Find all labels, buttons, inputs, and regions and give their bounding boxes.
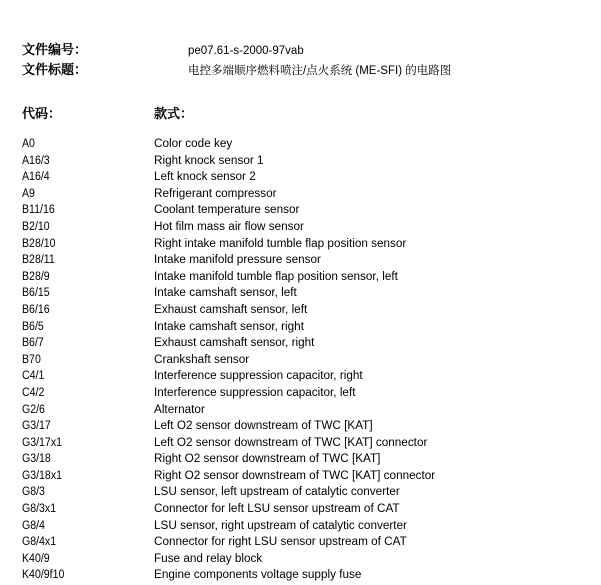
component-code: G3/17x1 [22, 436, 63, 449]
component-description: Right intake manifold tumble flap position sensor [154, 237, 407, 250]
table-row [0, 368, 601, 385]
table-row [0, 402, 601, 419]
table-row [0, 186, 601, 203]
component-description: Intake camshaft sensor, right [154, 320, 304, 333]
component-description: Right O2 sensor downstream of TWC [KAT] connector [154, 469, 436, 482]
component-code: A16/3 [22, 154, 50, 167]
table-row [0, 435, 601, 452]
component-description: LSU sensor, right upstream of catalytic converter [154, 519, 407, 532]
doc-number-label: 文件编号： [22, 43, 88, 58]
component-code: A0 [22, 138, 35, 150]
component-code: B2/10 [22, 220, 50, 233]
table-row [0, 335, 601, 352]
table-row [0, 451, 601, 468]
component-code: B6/16 [22, 303, 50, 316]
component-description: Refrigerant compressor [154, 187, 277, 200]
doc-title-value: 电控多端顺序燃料喷注/点火系统 (ME-SFI) 的电路图 [188, 65, 452, 77]
component-code: C4/1 [22, 370, 45, 383]
component-code: C4/2 [22, 386, 45, 399]
component-description: Color code key [154, 138, 233, 150]
component-description: Coolant temperature sensor [154, 204, 300, 217]
table-row [0, 501, 601, 518]
component-code: B6/5 [22, 320, 44, 333]
component-description: Intake manifold pressure sensor [154, 254, 321, 267]
table-row [0, 567, 601, 584]
component-code: B70 [22, 353, 41, 366]
table-row [0, 202, 601, 219]
component-description: Connector for right LSU sensor upstream of CAT [154, 536, 407, 549]
component-description: Interference suppression capacitor, left [154, 386, 356, 399]
table-row [0, 518, 601, 535]
component-description: Left knock sensor 2 [154, 171, 256, 184]
component-list [0, 136, 601, 584]
component-description: Left O2 sensor downstream of TWC [KAT] [154, 420, 373, 433]
component-code: G8/4x1 [22, 536, 57, 549]
table-row [0, 169, 601, 186]
table-row [0, 418, 601, 435]
table-row [0, 385, 601, 402]
table-row [0, 219, 601, 236]
table-row [0, 319, 601, 336]
component-code: B6/15 [22, 287, 50, 300]
component-description: Fuse and relay block [154, 552, 263, 565]
table-row [0, 136, 601, 153]
table-row [0, 551, 601, 568]
component-description: Right knock sensor 1 [154, 154, 264, 167]
component-description: Left O2 sensor downstream of TWC [KAT] connector [154, 436, 428, 449]
component-description: Connector for left LSU sensor upstream of CAT [154, 503, 400, 516]
table-row [0, 534, 601, 551]
doc-title-row [22, 62, 592, 79]
component-description: Interference suppression capacitor, right [154, 370, 363, 383]
component-description: Right O2 sensor downstream of TWC [KAT] [154, 453, 381, 466]
component-description: Intake camshaft sensor, left [154, 287, 297, 300]
component-code: G8/3x1 [22, 503, 57, 516]
component-code: G3/18 [22, 453, 51, 466]
component-code: G3/18x1 [22, 469, 63, 482]
component-code: B28/9 [22, 270, 50, 283]
component-code: K40/9f10 [22, 569, 65, 582]
doc-number-row [22, 42, 592, 59]
component-description: Engine components voltage supply fuse [154, 569, 362, 582]
component-code: G2/6 [22, 403, 45, 416]
component-description: Intake manifold tumble flap position sensor, left [154, 270, 398, 283]
doc-number-value: pe07.61-s-2000-97vab [188, 45, 304, 57]
table-row [0, 252, 601, 269]
component-description: Alternator [154, 403, 205, 416]
table-row [0, 236, 601, 253]
table-row [0, 468, 601, 485]
component-description: Exhaust camshaft sensor, left [154, 303, 308, 316]
component-code: A16/4 [22, 171, 50, 184]
table-row [0, 352, 601, 369]
doc-title-label: 文件标题： [22, 63, 88, 78]
component-code: B11/16 [22, 204, 55, 217]
component-code: G8/3 [22, 486, 45, 499]
component-code: B28/11 [22, 254, 55, 267]
component-code: B6/7 [22, 337, 44, 350]
desc-column-header: 款式： [154, 107, 194, 122]
component-code: K40/9 [22, 552, 50, 565]
component-description: Hot film mass air flow sensor [154, 220, 304, 233]
component-code: B28/10 [22, 237, 56, 250]
component-description: Exhaust camshaft sensor, right [154, 337, 315, 350]
component-description: LSU sensor, left upstream of catalytic converter [154, 486, 400, 499]
component-description: Crankshaft sensor [154, 353, 250, 366]
table-row [0, 302, 601, 319]
table-row [0, 484, 601, 501]
table-row [0, 269, 601, 286]
table-row [0, 153, 601, 170]
component-code: A9 [22, 187, 35, 200]
table-row [0, 285, 601, 302]
code-column-header: 代码： [22, 107, 62, 122]
component-code: G8/4 [22, 519, 45, 532]
component-code: G3/17 [22, 420, 51, 433]
